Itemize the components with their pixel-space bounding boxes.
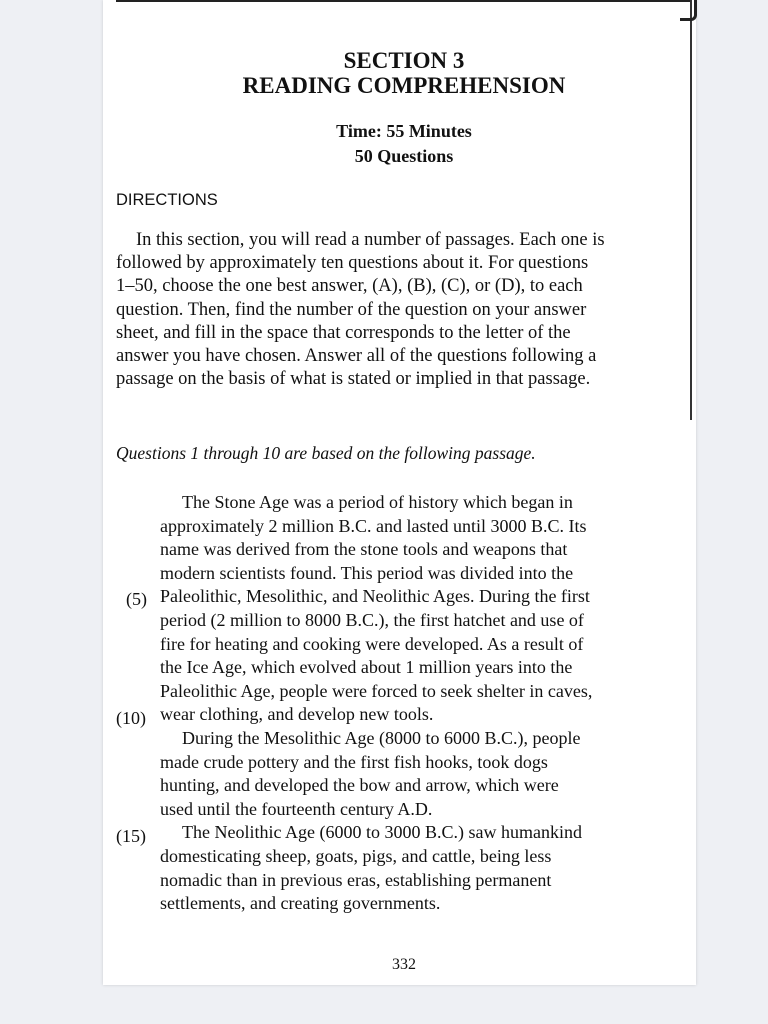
passage-line: domesticating sheep, goats, pigs, and cattle, being less [160, 845, 552, 866]
directions-label: DIRECTIONS [116, 191, 218, 209]
passage-line: used until the fourteenth century A.D. [160, 798, 433, 819]
passage-line: Paleolithic, Mesolithic, and Neolithic Ages. During the first [160, 586, 590, 607]
page-corner [680, 0, 697, 21]
passage-line: approximately 2 million B.C. and lasted until 3000 B.C. Its [160, 515, 587, 536]
directions-line: sheet, and fill in the space that corresponds to the letter of the [116, 322, 571, 343]
section-subtitle: READING COMPREHENSION [242, 73, 566, 98]
directions-line: followed by approximately ten questions about it. For questions [116, 253, 589, 274]
directions-line: In this section, you will read a number of passages. Each one is [136, 230, 605, 250]
passage-line: wear clothing, and develop new tools. [160, 704, 434, 725]
passage-line: settlements, and creating governments. [160, 893, 441, 914]
passage-line: Paleolithic Age, people were forced to seek shelter in caves, [160, 680, 593, 701]
time-limit: Time: 55 Minutes [336, 121, 472, 141]
passage-line: fire for heating and cooking were developed. As a result of [160, 633, 584, 654]
line-number-15: (15) [116, 826, 146, 846]
question-count: 50 Questions [354, 146, 454, 166]
section-title: SECTION 3 [343, 48, 465, 73]
passage-line: nomadic than in previous eras, establishing permanent [160, 869, 552, 890]
directions-line: 1–50, choose the one best answer, (A), (B), (C), or (D), to each [116, 276, 583, 297]
top-rule [116, 0, 692, 2]
passage-line: the Ice Age, which evolved about 1 million years into the [160, 657, 573, 678]
directions-line: question. Then, find the number of the question on your answer [116, 299, 587, 320]
passage-line: period (2 million to 8000 B.C.), the first hatchet and use of [160, 609, 584, 630]
questions-heading: Questions 1 through 10 are based on the following passage. [116, 443, 536, 463]
reading-passage [160, 491, 690, 916]
passage-line: The Neolithic Age (6000 to 3000 B.C.) saw humankind [182, 822, 582, 843]
passage-line: The Stone Age was a period of history which began in [182, 492, 573, 512]
page-number: 332 [392, 956, 416, 973]
line-number-10: (10) [116, 708, 146, 728]
line-number-5: (5) [126, 589, 147, 609]
passage-line: hunting, and developed the bow and arrow, which were [160, 775, 559, 796]
directions-line: answer you have chosen. Answer all of the questions following a [116, 346, 597, 367]
passage-line: modern scientists found. This period was divided into the [160, 562, 574, 583]
directions-paragraph [116, 229, 671, 391]
passage-line: made crude pottery and the first fish hooks, took dogs [160, 751, 548, 772]
directions-line: passage on the basis of what is stated or implied in that passage. [116, 369, 591, 390]
passage-line: During the Mesolithic Age (8000 to 6000 B.C.), people [182, 727, 581, 748]
passage-line: name was derived from the stone tools and weapons that [160, 539, 568, 560]
